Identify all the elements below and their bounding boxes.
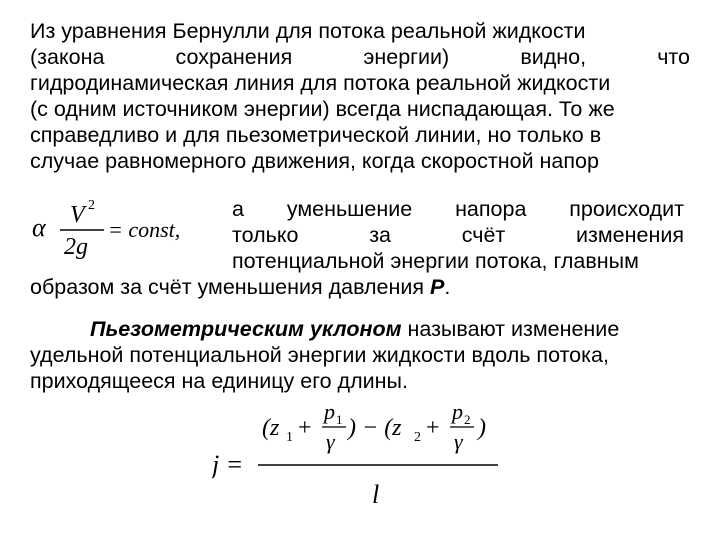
p1-line-10: [30, 274, 450, 300]
p1-line-2: (закона сохранения энергии) видно, что: [30, 45, 690, 69]
piezometric-slope-term: Пьезометрическим уклоном: [90, 317, 402, 341]
p1-symbol: p: [324, 399, 335, 424]
p1-line-4: (с одним источником энергии) всегда ниспадающая. То же: [30, 97, 615, 121]
p2-line-3: приходящееся на единицу его длины.: [30, 369, 408, 393]
p1-line-8: только за счёт изменения: [232, 223, 684, 247]
p1-line-6: случае равномерного движения, когда скоростной напор: [30, 149, 599, 173]
velocity-exponent: 2: [88, 198, 95, 213]
plus-1: +: [298, 415, 312, 441]
j-lhs: j =: [212, 450, 244, 479]
p1-line-5: справедливо и для пьезометрической линии, но только в: [30, 123, 602, 147]
close-paren-2: ): [478, 415, 486, 441]
p2-symbol: p: [452, 399, 463, 424]
p2-line-2: удельной потенциальной энергии жидкости вдоль потока,: [30, 343, 609, 367]
pressure-symbol: P: [430, 275, 445, 299]
close-minus-open-z2: ) − (z: [348, 415, 402, 441]
gamma-1: γ: [326, 429, 335, 454]
p1-line-10-end: .: [444, 275, 451, 299]
gamma-2: γ: [454, 429, 463, 454]
p2-line-1-rest: называют изменение: [401, 317, 620, 341]
p1-line-9: потенциальной энергии потока, главным: [232, 249, 639, 273]
alpha-symbol: α: [32, 213, 46, 242]
z2-sub: 2: [414, 430, 421, 445]
denominator-2g: 2g: [64, 234, 88, 260]
length-l: l: [372, 480, 380, 509]
p1-line-7: а уменьшение напора происходит: [232, 197, 684, 221]
p2-sub: 2: [464, 412, 471, 427]
const-rhs: = const,: [108, 217, 181, 242]
velocity-head-formula: [30, 192, 220, 262]
z1-sub: 1: [286, 430, 293, 445]
plus-2: +: [426, 415, 440, 441]
p1-line-1: Из уравнения Бернулли для потока реальной жидкости: [30, 19, 586, 43]
piezometric-slope-formula: [212, 395, 512, 525]
open-z1: (z: [262, 415, 280, 441]
p2-line-1: [90, 316, 619, 342]
velocity-symbol: V: [70, 202, 85, 228]
p1-line-10-text: образом за счёт уменьшения давления: [30, 275, 431, 299]
p1-line-3: гидродинамическая линия для потока реальной жидкости: [30, 71, 611, 95]
p1-sub: 1: [336, 412, 343, 427]
